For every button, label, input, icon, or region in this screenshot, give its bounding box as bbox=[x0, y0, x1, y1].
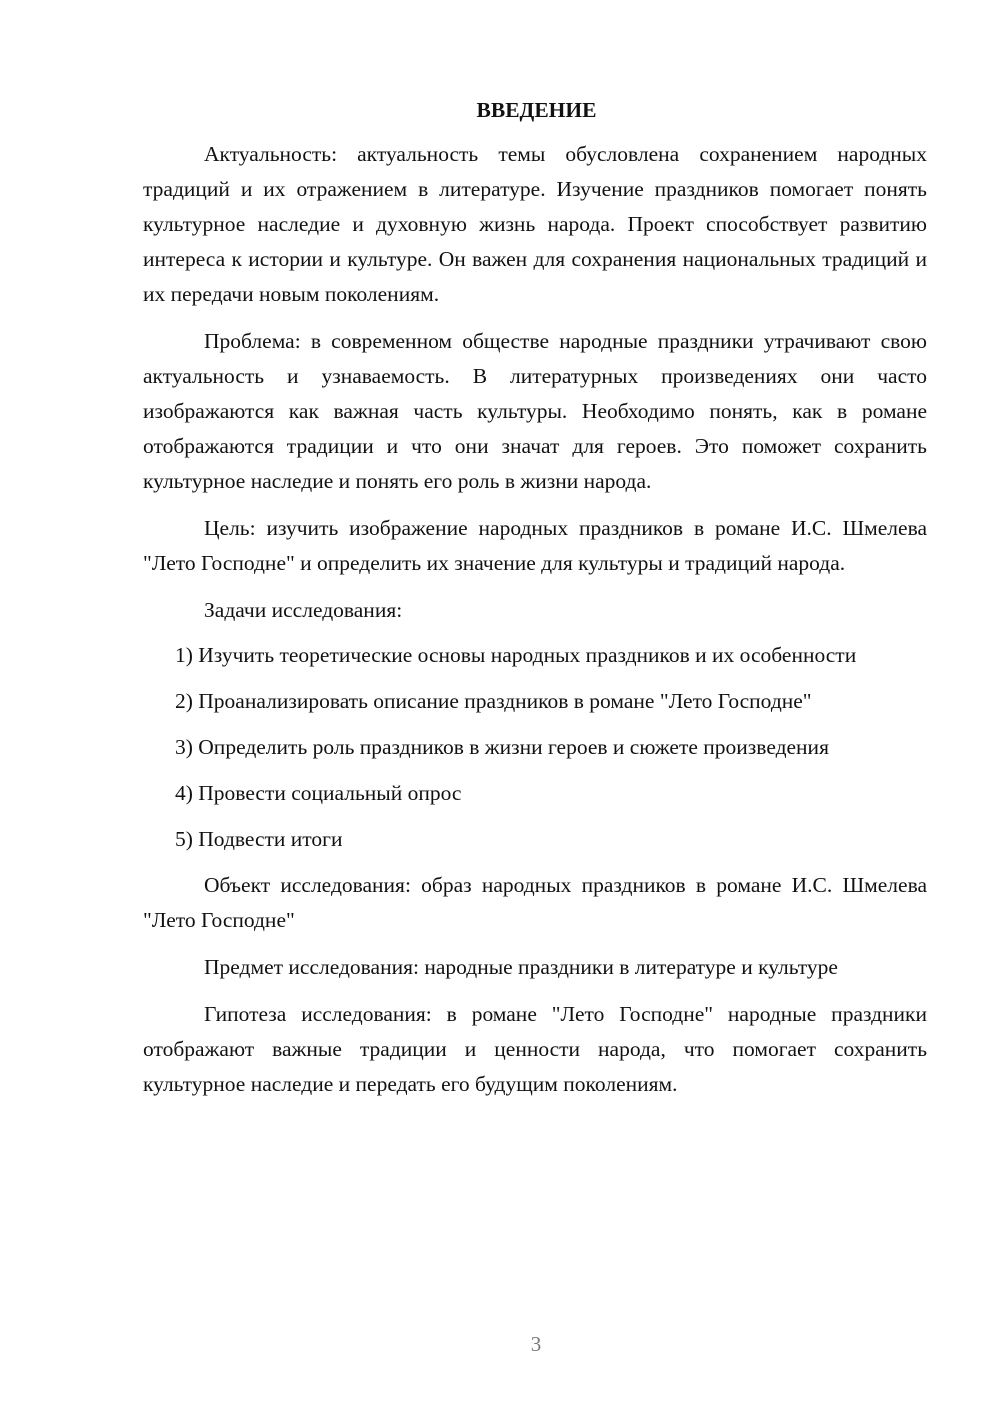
page-content bbox=[143, 95, 927, 1114]
goal-paragraph: Цель: изучить изображение народных праздников в романе И.С. Шмелева "Лето Господне" и определить их значение для культуры и традиций народа. bbox=[143, 516, 927, 575]
task-item-4: 4) Провести социальный опрос bbox=[175, 781, 462, 805]
object-paragraph: Объект исследования: образ народных праздников в романе И.С. Шмелева "Лето Господне" bbox=[143, 873, 927, 932]
tasks-heading: Задачи исследования: bbox=[204, 598, 403, 622]
relevance-paragraph: Актуальность: актуальность темы обусловлена сохранением народных традиций и их отражением в литературе. Изучение праздников помогает понять культурное наследие и духовную жизнь народа. Проект способствует развитию интереса к истории и культуре. Он важен для сохранения национальных традиций и их передачи новым поколениям. bbox=[143, 142, 927, 306]
task-item-1: 1) Изучить теоретические основы народных праздников и их особенности bbox=[175, 643, 857, 667]
subject-paragraph: Предмет исследования: народные праздники в литературе и культуре bbox=[204, 955, 838, 979]
task-item-5: 5) Подвести итоги bbox=[175, 827, 343, 851]
hypothesis-paragraph: Гипотеза исследования: в романе "Лето Господне" народные праздники отображают важные традиции и ценности народа, что помогает сохранить культурное наследие и передать его будущим поколениям. bbox=[143, 1002, 927, 1096]
section-title: ВВЕДЕНИЕ bbox=[476, 98, 597, 122]
task-item-3: 3) Определить роль праздников в жизни героев и сюжете произведения bbox=[175, 735, 829, 759]
problem-paragraph: Проблема: в современном обществе народные праздники утрачивают свою актуальность и узнаваемость. В литературных произведениях они часто изображаются как важная часть культуры. Необходимо понять, как в романе отображаются традиции и что они значат для героев. Это поможет сохранить культурное наследие и понять его роль в жизни народа. bbox=[143, 329, 927, 493]
task-item-2: 2) Проанализировать описание праздников в романе "Лето Господне" bbox=[175, 689, 812, 713]
tasks-list bbox=[143, 638, 927, 857]
page-number: 3 bbox=[530, 1332, 542, 1356]
